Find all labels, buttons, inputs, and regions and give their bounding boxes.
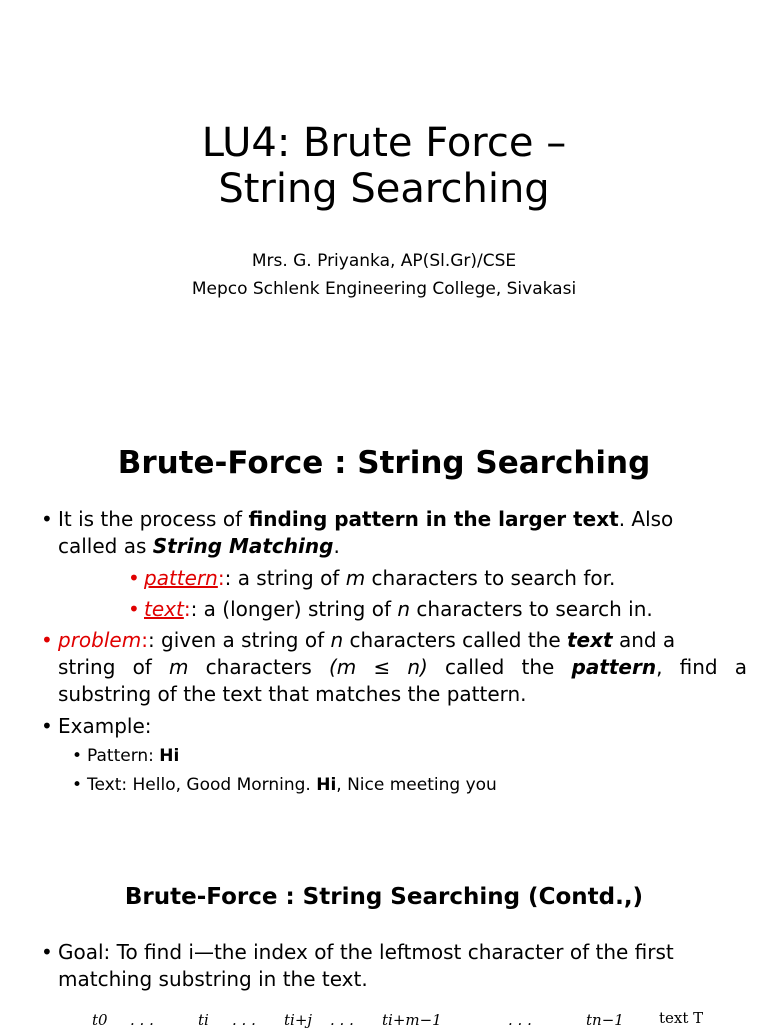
bullet-goal-line2: matching substring in the text. xyxy=(58,967,368,991)
bullet-problem: • problem:: given a string of n characters called the text and a xyxy=(41,628,676,652)
slide1-title-line1: LU4: Brute Force – xyxy=(201,120,567,166)
bullet-dot: • xyxy=(72,775,83,795)
bullet-dot: • xyxy=(72,746,83,766)
sub-bullet-pattern: • pattern:: a string of m characters to search for. xyxy=(128,566,616,590)
fig-label-text-t: text T xyxy=(659,1009,704,1027)
bullet-goal: • Goal: To find i—the index of the leftmost character of the first xyxy=(41,940,674,964)
bullet-dot: • xyxy=(41,940,53,964)
bullet-dot: • xyxy=(41,628,53,652)
bullet-problem-line2: string of m characters (m ≤ n) called the pattern, find a xyxy=(58,655,747,679)
fig-label-dots2: . . . xyxy=(232,1011,256,1029)
example-text: • Text: Hello, Good Morning. Hi, Nice meeting you xyxy=(72,775,497,795)
fig-label-tim1: ti+m−1 xyxy=(382,1011,442,1029)
bullet-dot: • xyxy=(128,566,140,590)
bullet-process: • It is the process of finding pattern in the larger text. Also xyxy=(41,507,674,531)
fig-label-tn1: tn−1 xyxy=(586,1011,624,1029)
fig-label-dots3: . . . xyxy=(330,1011,354,1029)
example-pattern: • Pattern: Hi xyxy=(72,746,180,766)
bullet-dot: • xyxy=(41,507,53,531)
bullet-dot: • xyxy=(128,597,140,621)
slide3-heading: Brute-Force : String Searching (Contd.,) xyxy=(124,884,644,910)
bullet-process-line2: called as String Matching. xyxy=(58,534,340,558)
bullet-example: • Example: xyxy=(41,714,152,738)
bullet-dot: • xyxy=(41,714,53,738)
slide1-institution: Mepco Schlenk Engineering College, Sivakasi xyxy=(191,279,577,299)
fig-label-t0: t0 xyxy=(92,1011,108,1029)
slide1-author: Mrs. G. Priyanka, AP(Sl.Gr)/CSE xyxy=(251,251,517,271)
sub-bullet-text: • text:: a (longer) string of n characters to search in. xyxy=(128,597,653,621)
fig-label-tij: ti+j xyxy=(284,1011,313,1029)
bullet-problem-line3: substring of the text that matches the pattern. xyxy=(58,682,527,706)
fig-label-dots1: . . . xyxy=(130,1011,154,1029)
fig-label-ti: ti xyxy=(198,1011,209,1029)
fig-label-dots4: . . . xyxy=(508,1011,532,1029)
slide1-title-line2: String Searching xyxy=(218,166,550,212)
slide2-heading: Brute-Force : String Searching xyxy=(117,445,651,481)
